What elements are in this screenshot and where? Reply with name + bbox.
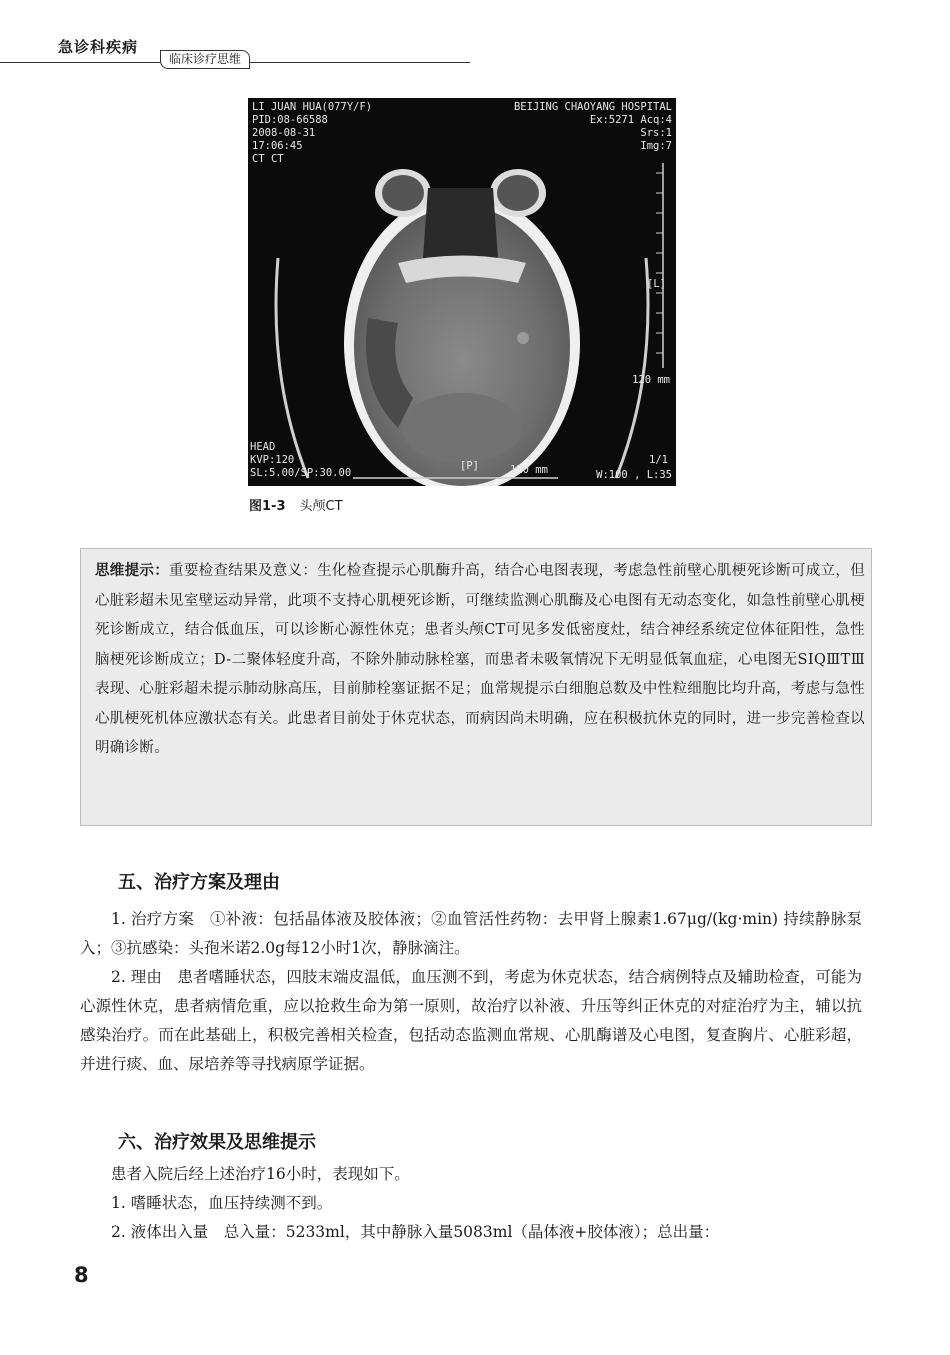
caption-number: 图1-3 <box>249 499 286 514</box>
section6-heading: 六、治疗效果及思维提示 <box>118 1132 316 1153</box>
ct-scan-params: HEAD KVP:120 SL:5.00/SP:30.00 <box>250 441 352 479</box>
ct-window-level: W:100 , L:35 <box>596 469 672 481</box>
ct-left-marker: [L] <box>647 278 666 290</box>
section6-intro: 患者入院后经上述治疗16小时，表现如下。 <box>111 1165 410 1183</box>
page-header <box>0 30 950 70</box>
section6-item-2: 2. 液体出入量 总入量：5233ml，其中静脉入量5083ml（晶体液+胶体液）；总出量： <box>111 1223 720 1241</box>
thinking-hint-box <box>80 548 872 826</box>
ct-posterior-marker: [P] <box>460 460 479 472</box>
hint-label: 思维提示： <box>95 563 170 579</box>
series-tag: 临床诊疗思维 <box>160 50 250 69</box>
right-scale-curve <box>616 258 648 478</box>
section5-treatment-plan: 1. 治疗方案 ①补液：包括晶体液及胶体液；②血管活性药物：去甲肾上腺素1.67μg/(kg·min) 持续静脉泵入；③抗感染：头孢米诺2.0g每12小时1次，静脉滴注。 <box>80 910 862 957</box>
ct-patient-info: LI JUAN HUA(077Y/F) PID:08-66588 2008-08-31 17:06:45 CT CT <box>252 101 373 165</box>
hint-paragraph <box>95 557 865 764</box>
figure-caption <box>249 495 343 514</box>
hint-text: 重要检查结果及意义：生化检查提示心肌酶升高，结合心电图表现，考虑急性前壁心肌梗死诊断可成立，但心脏彩超未见室壁运动异常，此项不支持心肌梗死诊断，可继续监测心肌酶及心电图有无动态变化，如急性前壁心肌梗死诊断成立，结合低血压，可以诊断心源性休克；患者头颅CT可见多发低密度灶，结合神经系统定位体征阳性，急性脑梗死诊断成立；D-二聚体轻度升高，不除外肺动脉栓塞，而患者未吸氧情况下无明显低氧血症，心电图无SⅠQⅢTⅢ表现、心脏彩超未提示肺动脉高压，目前肺栓塞证据不足；血常规提示白细胞总数及中性粒细胞比均升高，考虑与急性心肌梗死机体应激状态有关。此患者目前处于休克状态，而病因尚未明确，应在积极抗休克的同时，进一步完善检查以明确诊断。 <box>95 563 865 756</box>
section6-item-1: 1. 嗜睡状态，血压持续测不到。 <box>111 1194 333 1212</box>
ct-bottom-scale-label: 120 mm <box>510 464 548 476</box>
book-title: 急诊科疾病 <box>58 38 139 56</box>
ct-image-count: 1/1 <box>649 454 668 466</box>
section5-rationale: 2. 理由 患者嗜睡状态，四肢末端皮温低，血压测不到，考虑为休克状态，结合病例特点及辅助检查，可能为心源性休克，患者病情危重，应以抢救生命为第一原则，故治疗以补液、升压等纠正休克的对症治疗为主，辅以抗感染治疗。而在此基础上，积极完善相关检查，包括动态监测血常规、心肌酶谱及心电图，复查胸片、心脏彩超，并进行痰、血、尿培养等寻找病原学证据。 <box>80 968 862 1073</box>
page-number: 8 <box>74 1263 89 1287</box>
section5-heading: 五、治疗方案及理由 <box>118 872 280 893</box>
ct-hospital-name: BEIJING CHAOYANG HOSPITAL <box>513 101 672 113</box>
caption-text: 头颅CT <box>299 499 343 514</box>
head-ct-image <box>248 98 676 486</box>
ct-right-scale-label: 120 mm <box>632 374 670 386</box>
ct-acquisition-info: Ex:5271 Acq:4 Srs:1 Img:7 <box>589 114 672 152</box>
